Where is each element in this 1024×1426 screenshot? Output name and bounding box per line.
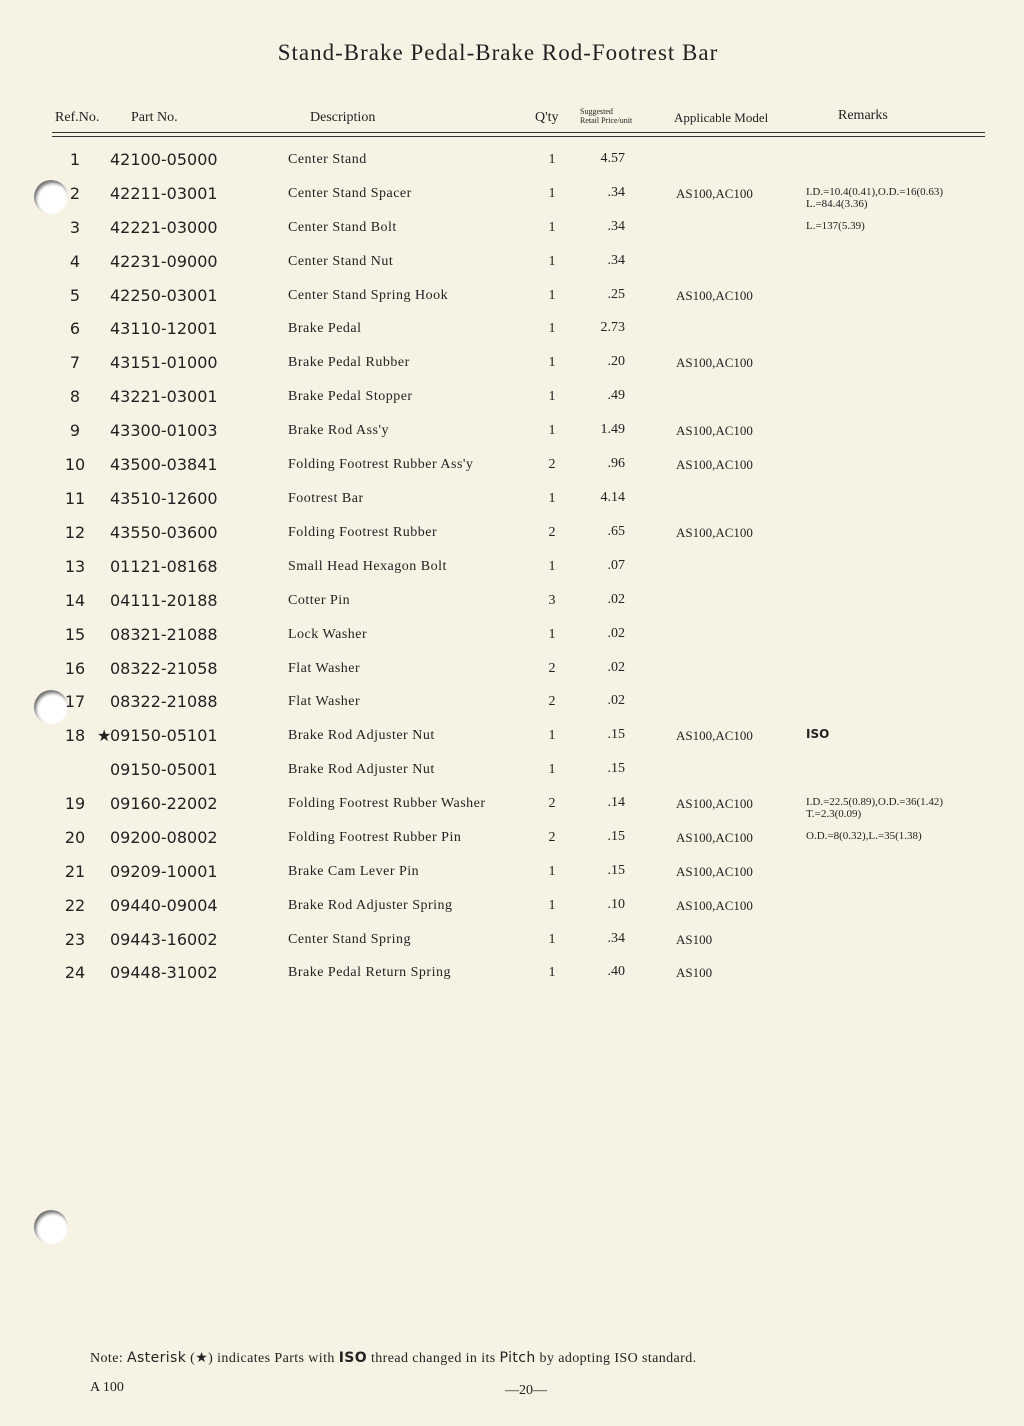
note-text: ( [186, 1351, 196, 1366]
header-rule [52, 136, 985, 137]
table-row [0, 523, 1000, 547]
remarks-line: L.=84.4(3.36) [806, 198, 868, 210]
header-applicable-model: Applicable Model [674, 110, 769, 125]
ref-number: 20 [64, 828, 86, 847]
description: Flat Washer [288, 694, 361, 709]
quantity: 1 [548, 728, 556, 743]
description: Flat Washer [288, 661, 361, 676]
description: Center Stand Nut [288, 254, 394, 269]
retail-price: .10 [607, 897, 625, 912]
table-row [0, 455, 1000, 479]
table-row [0, 387, 1000, 411]
ref-number: 13 [64, 557, 86, 576]
ref-number: 23 [64, 930, 86, 949]
retail-price: .14 [607, 795, 625, 810]
part-number: 43300-01003 [110, 421, 218, 440]
header-description: Description [310, 110, 376, 125]
ref-number: 2 [69, 184, 81, 203]
retail-price: 4.14 [600, 490, 625, 505]
remarks-line: L.=137(5.39) [806, 220, 865, 232]
part-number: 08322-21088 [110, 692, 218, 711]
ref-number: 8 [69, 387, 81, 406]
part-number: 09150-05101 [110, 726, 218, 745]
ref-number: 10 [64, 455, 86, 474]
description: Footrest Bar [288, 491, 364, 506]
applicable-model: AS100,AC100 [676, 796, 753, 811]
quantity: 2 [548, 525, 556, 540]
retail-price: .02 [607, 626, 625, 641]
quantity: 1 [548, 321, 556, 336]
ref-number: 1 [69, 150, 81, 169]
table-row [0, 659, 1000, 683]
table-row [0, 692, 1000, 716]
description: Brake Pedal Stopper [288, 389, 413, 404]
description: Center Stand Spring Hook [288, 288, 449, 303]
table-row [0, 218, 1000, 242]
part-number: 08322-21058 [110, 659, 218, 678]
table-row [0, 625, 1000, 649]
ref-number: 9 [69, 421, 81, 440]
quantity: 3 [548, 593, 556, 608]
retail-price: 2.73 [600, 320, 625, 335]
punch-hole [34, 1210, 68, 1244]
applicable-model: AS100,AC100 [676, 288, 753, 303]
retail-price: .40 [607, 964, 625, 979]
retail-price: .15 [607, 727, 625, 742]
header-ref-no: Ref.No. [55, 110, 100, 125]
header-price [580, 107, 632, 125]
part-number: 42231-09000 [110, 252, 218, 271]
part-number: 09200-08002 [110, 828, 218, 847]
part-number: 42221-03000 [110, 218, 218, 237]
table-row [0, 421, 1000, 445]
part-number: 43510-12600 [110, 489, 218, 508]
retail-price: .15 [607, 829, 625, 844]
table-row [0, 862, 1000, 886]
quantity: 1 [548, 288, 556, 303]
part-number: 43221-03001 [110, 387, 218, 406]
star-icon: ★ [97, 726, 112, 745]
applicable-model: AS100,AC100 [676, 457, 753, 472]
description: Brake Pedal Rubber [288, 355, 410, 370]
applicable-model: AS100,AC100 [676, 423, 753, 438]
ref-number: 12 [64, 523, 86, 542]
description: Brake Pedal [288, 321, 362, 336]
table-row [0, 930, 1000, 954]
ref-number: 17 [64, 692, 86, 711]
table-row [0, 557, 1000, 581]
model-id: A 100 [90, 1380, 124, 1395]
header-quantity: Q'ty [535, 110, 559, 125]
applicable-model: AS100,AC100 [676, 186, 753, 201]
retail-price: .02 [607, 660, 625, 675]
description: Brake Cam Lever Pin [288, 864, 420, 879]
retail-price: .34 [607, 253, 625, 268]
quantity: 1 [548, 898, 556, 913]
description: Center Stand [288, 152, 367, 167]
part-number: 43110-12001 [110, 319, 218, 338]
description: Center Stand Spring [288, 932, 412, 947]
ref-number: 22 [64, 896, 86, 915]
ref-number: 19 [64, 794, 86, 813]
table-row [0, 252, 1000, 276]
header-price-bottom: Retail Price/unit [580, 116, 633, 125]
retail-price: .02 [607, 592, 625, 607]
retail-price: .49 [607, 388, 625, 403]
note-text: thread changed in its [367, 1351, 500, 1366]
quantity: 1 [548, 186, 556, 201]
table-row [0, 286, 1000, 310]
retail-price: .15 [607, 863, 625, 878]
remarks-line: I.D.=10.4(0.41),O.D.=16(0.63) [806, 186, 944, 198]
part-number: 04111-20188 [110, 591, 218, 610]
description: Folding Footrest Rubber Pin [288, 830, 462, 845]
table-row [0, 828, 1000, 852]
description: Brake Rod Adjuster Spring [288, 898, 453, 913]
star-icon: ★ [195, 1350, 209, 1366]
ref-number: 21 [64, 862, 86, 881]
part-number: 09443-16002 [110, 930, 218, 949]
ref-number: 3 [69, 218, 81, 237]
retail-price: .07 [607, 558, 625, 573]
quantity: 2 [548, 694, 556, 709]
applicable-model: AS100,AC100 [676, 864, 753, 879]
quantity: 1 [548, 355, 556, 370]
description: Cotter Pin [288, 593, 351, 608]
part-number: 01121-08168 [110, 557, 218, 576]
quantity: 1 [548, 254, 556, 269]
ref-number: 6 [69, 319, 81, 338]
part-number: 09209-10001 [110, 862, 218, 881]
quantity: 1 [548, 152, 556, 167]
quantity: 2 [548, 661, 556, 676]
table-row [0, 184, 1000, 208]
header-rule [52, 132, 985, 133]
quantity: 1 [548, 627, 556, 642]
part-number: 43550-03600 [110, 523, 218, 542]
retail-price: .96 [607, 456, 625, 471]
quantity: 1 [548, 932, 556, 947]
remarks-line: O.D.=8(0.32),L.=35(1.38) [806, 830, 922, 842]
remarks [806, 796, 943, 820]
description: Lock Washer [288, 627, 368, 642]
applicable-model: AS100,AC100 [676, 728, 753, 743]
part-number: 08321-21088 [110, 625, 218, 644]
retail-price: 1.49 [600, 422, 625, 437]
applicable-model: AS100,AC100 [676, 525, 753, 540]
table-row [0, 150, 1000, 174]
table-row [0, 489, 1000, 513]
description: Folding Footrest Rubber [288, 525, 438, 540]
retail-price: .34 [607, 931, 625, 946]
description: Center Stand Spacer [288, 186, 412, 201]
footnote [90, 1350, 697, 1367]
description: Center Stand Bolt [288, 220, 397, 235]
page-number: —20— [505, 1383, 547, 1398]
table-row [0, 319, 1000, 343]
quantity: 1 [548, 965, 556, 980]
ref-number: 4 [69, 252, 81, 271]
part-number: 09150-05001 [110, 760, 218, 779]
page-title: Stand-Brake Pedal-Brake Rod-Footrest Bar [277, 40, 719, 65]
description: Folding Footrest Rubber Ass'y [288, 457, 474, 472]
ref-number: 16 [64, 659, 86, 678]
quantity: 1 [548, 762, 556, 777]
header-price-top: Suggested [580, 107, 613, 116]
ref-number: 15 [64, 625, 86, 644]
part-number: 42100-05000 [110, 150, 218, 169]
table-row [0, 760, 1000, 784]
ref-number: 7 [69, 353, 81, 372]
retail-price: 4.57 [600, 151, 625, 166]
header-remarks: Remarks [838, 108, 888, 123]
note-text: by adopting ISO standard. [535, 1351, 697, 1366]
retail-price: .25 [607, 287, 625, 302]
remarks [806, 186, 943, 210]
ref-number: 14 [64, 591, 86, 610]
retail-price: .02 [607, 693, 625, 708]
applicable-model: AS100 [676, 965, 713, 980]
table-row [0, 896, 1000, 920]
part-number: 42211-03001 [110, 184, 218, 203]
retail-price: .65 [607, 524, 625, 539]
note-text: Asterisk [127, 1350, 187, 1366]
retail-price: .34 [607, 185, 625, 200]
description: Folding Footrest Rubber Washer [288, 796, 486, 811]
remarks-line: ISO [806, 727, 830, 741]
part-number: 09440-09004 [110, 896, 218, 915]
applicable-model: AS100 [676, 932, 713, 947]
quantity: 1 [548, 423, 556, 438]
part-number: 09448-31002 [110, 963, 218, 982]
remarks [806, 220, 865, 232]
remarks-line: T.=2.3(0.09) [806, 808, 862, 820]
quantity: 2 [548, 457, 556, 472]
retail-price: .15 [607, 761, 625, 776]
applicable-model: AS100,AC100 [676, 830, 753, 845]
table-row [0, 353, 1000, 377]
part-number: 42250-03001 [110, 286, 218, 305]
remarks-line: I.D.=22.5(0.89),O.D.=36(1.42) [806, 796, 944, 808]
header-part-no: Part No. [131, 110, 178, 125]
note-pitch: Pitch [499, 1350, 536, 1366]
ref-number: 5 [69, 286, 81, 305]
remarks [806, 728, 829, 740]
quantity: 1 [548, 491, 556, 506]
table-row [0, 963, 1000, 987]
applicable-model: AS100,AC100 [676, 355, 753, 370]
note-text: ) indicates Parts with [208, 1351, 339, 1366]
description: Small Head Hexagon Bolt [288, 559, 447, 574]
ref-number: 18 [64, 726, 86, 745]
table-row [0, 591, 1000, 615]
description: Brake Rod Adjuster Nut [288, 762, 435, 777]
retail-price: .20 [607, 354, 625, 369]
quantity: 1 [548, 220, 556, 235]
ref-number: 24 [64, 963, 86, 982]
part-number: 09160-22002 [110, 794, 218, 813]
retail-price: .34 [607, 219, 625, 234]
ref-number: 11 [64, 489, 86, 508]
part-number: 43500-03841 [110, 455, 218, 474]
quantity: 2 [548, 830, 556, 845]
quantity: 1 [548, 864, 556, 879]
quantity: 2 [548, 796, 556, 811]
description: Brake Rod Adjuster Nut [288, 728, 435, 743]
applicable-model: AS100,AC100 [676, 898, 753, 913]
note-text: Note: [90, 1351, 128, 1366]
note-iso: ISO [338, 1350, 368, 1366]
part-number: 43151-01000 [110, 353, 218, 372]
quantity: 1 [548, 389, 556, 404]
table-row [0, 726, 1000, 750]
remarks [806, 830, 922, 842]
description: Brake Rod Ass'y [288, 423, 390, 438]
quantity: 1 [548, 559, 556, 574]
description: Brake Pedal Return Spring [288, 965, 451, 980]
table-row [0, 794, 1000, 818]
